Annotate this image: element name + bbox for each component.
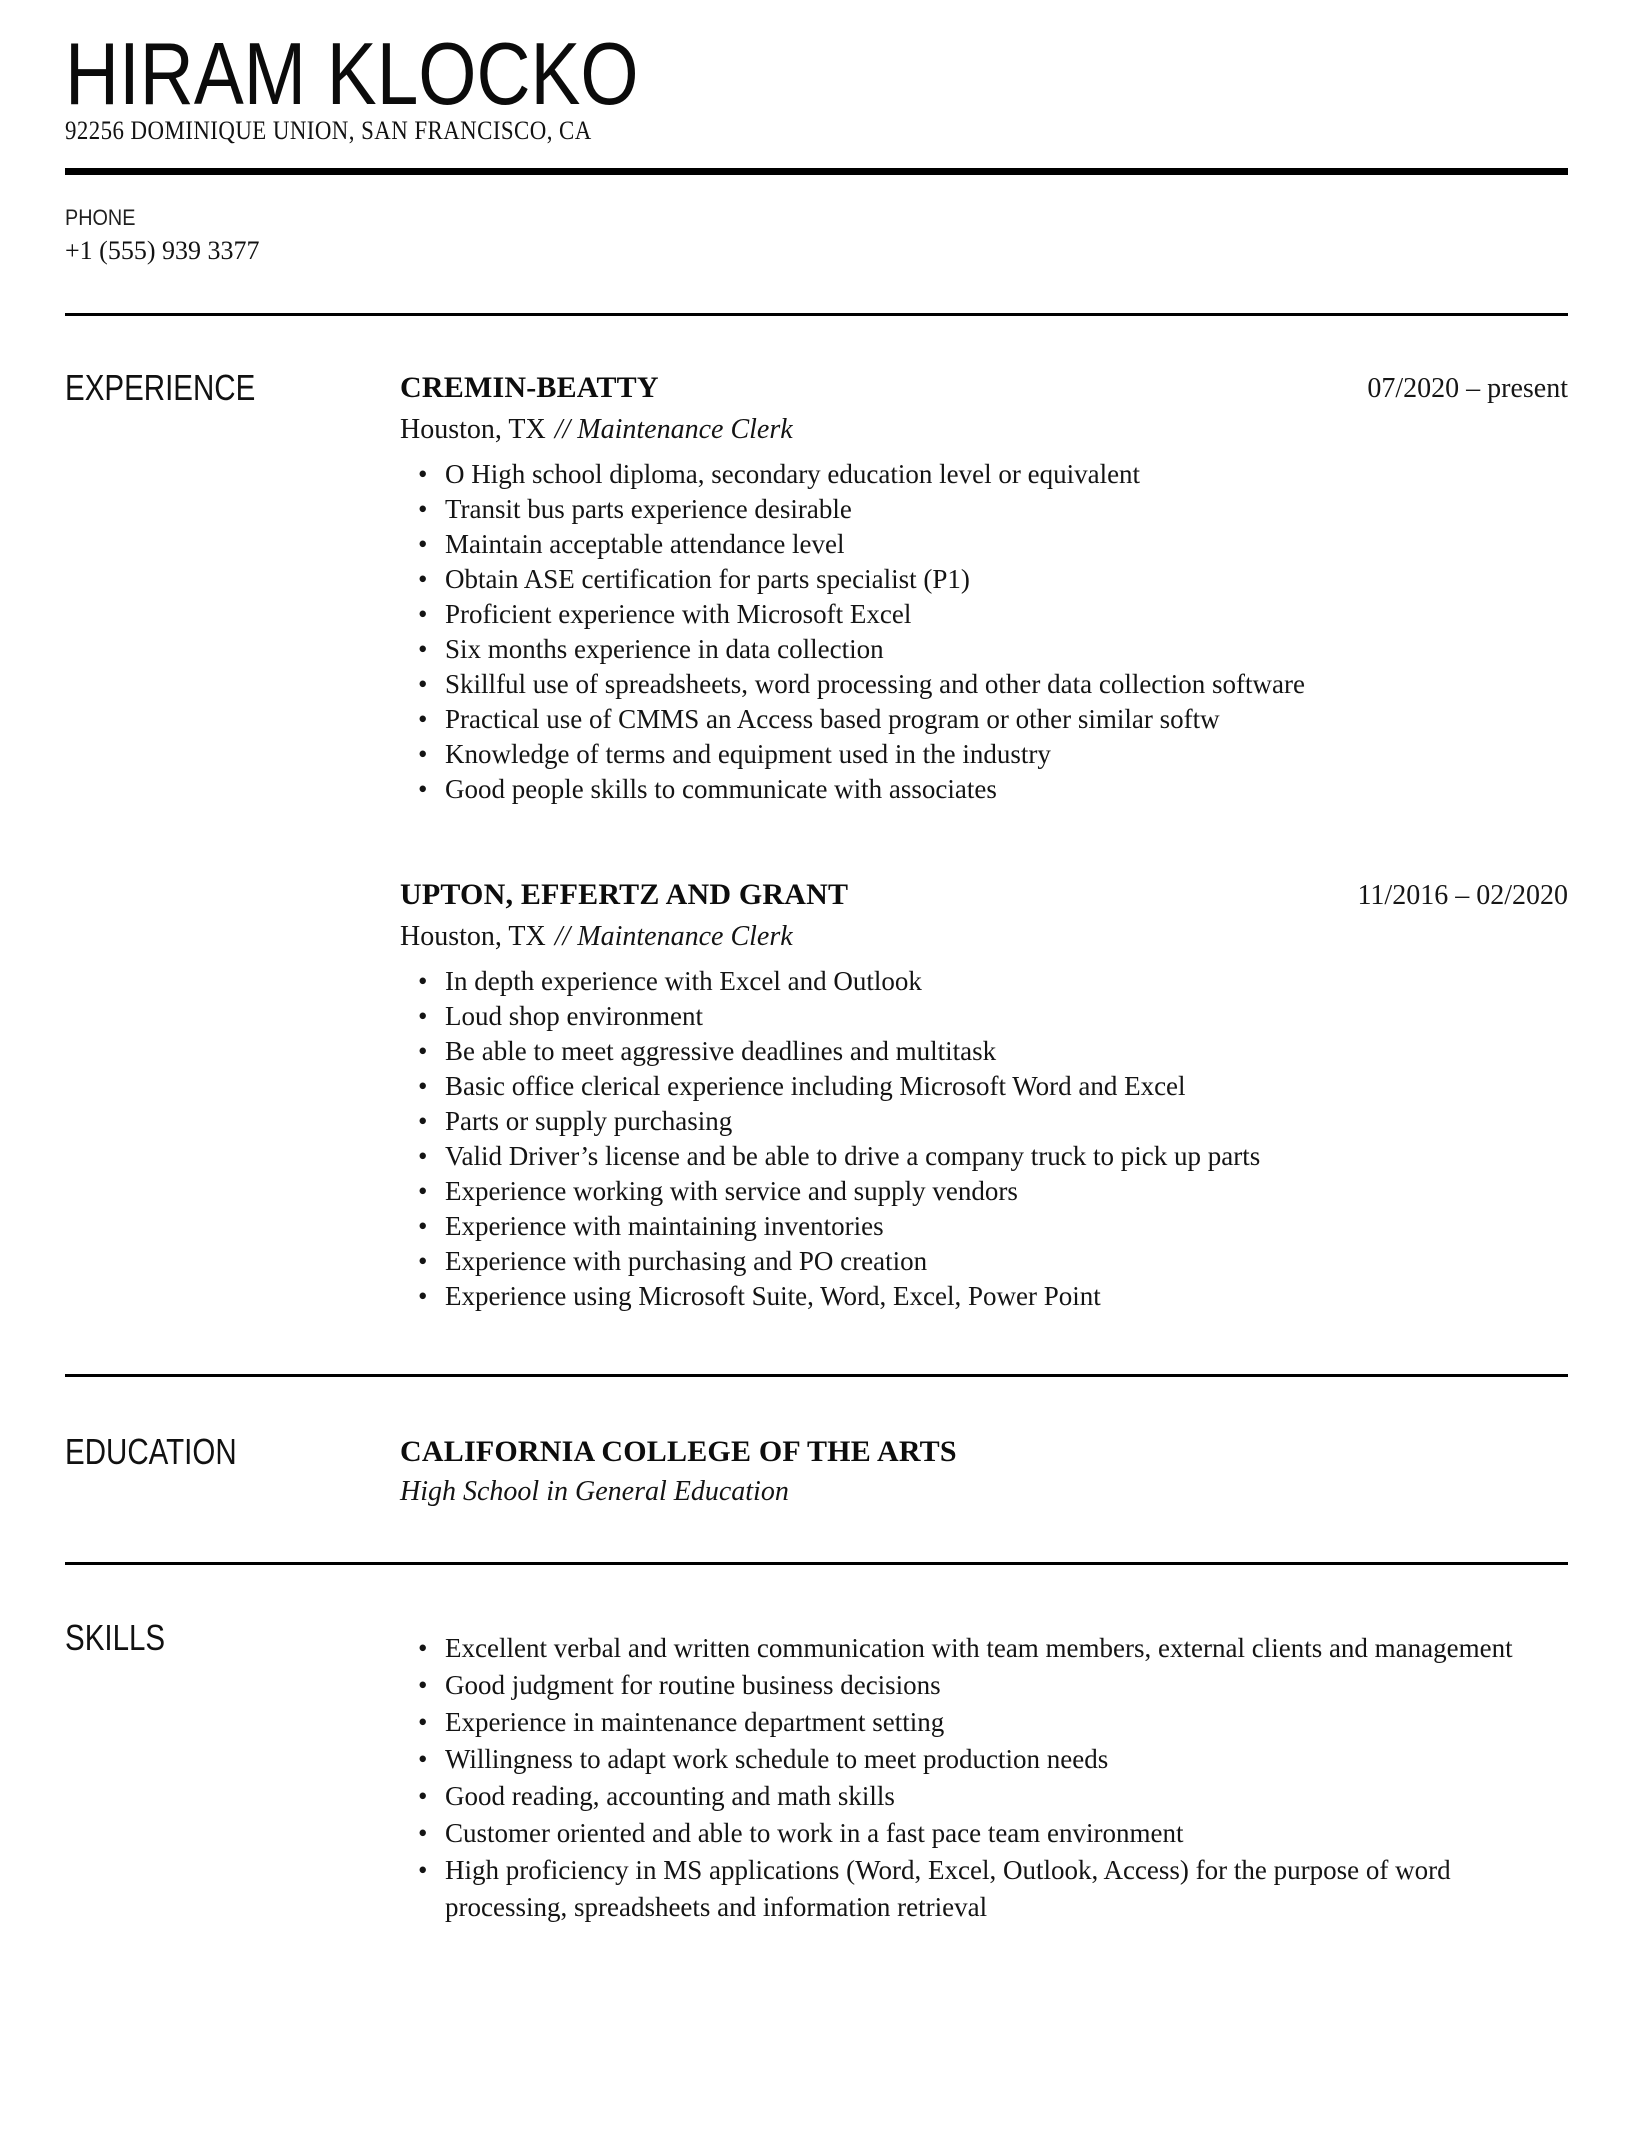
job-bullet: • Experience with maintaining inventories bbox=[418, 1209, 1568, 1244]
header-rule bbox=[65, 168, 1568, 175]
job-subtitle bbox=[400, 413, 1568, 447]
job-header bbox=[400, 877, 1568, 914]
education-label-col bbox=[65, 1431, 400, 1510]
section-label-experience: EXPERIENCE bbox=[65, 367, 256, 408]
skill-bullet: • Customer oriented and able to work in a fast pace team environment bbox=[418, 1815, 1568, 1852]
job-bullet: • Experience with purchasing and PO creation bbox=[418, 1244, 1568, 1279]
experience-label-col bbox=[65, 367, 400, 1314]
skills-content bbox=[400, 1620, 1568, 1926]
job-bullet: • Knowledge of terms and equipment used in the industry bbox=[418, 737, 1568, 772]
job-bullet: • Valid Driver’s license and be able to drive a company truck to pick up parts bbox=[418, 1139, 1568, 1174]
job-bullet: • Be able to meet aggressive deadlines and multitask bbox=[418, 1034, 1568, 1069]
job-bullet: • Experience using Microsoft Suite, Word, Excel, Power Point bbox=[418, 1279, 1568, 1314]
job-bullet: • Maintain acceptable attendance level bbox=[418, 527, 1568, 562]
resume-header bbox=[65, 24, 1568, 146]
education-school: CALIFORNIA COLLEGE OF THE ARTS bbox=[400, 1435, 957, 1468]
job-header bbox=[400, 370, 1568, 407]
skill-bullet: • Experience in maintenance department setting bbox=[418, 1704, 1568, 1741]
job-bullet: • Transit bus parts experience desirable bbox=[418, 492, 1568, 527]
phone-label-row bbox=[65, 205, 1568, 231]
skill-bullet: • Good reading, accounting and math skills bbox=[418, 1778, 1568, 1815]
company-name: UPTON, EFFERTZ AND GRANT bbox=[400, 878, 849, 911]
job-role: // Maintenance Clerk bbox=[554, 414, 793, 445]
job-bullet: • Skillful use of spreadsheets, word processing and other data collection software bbox=[418, 667, 1568, 702]
candidate-address-row bbox=[65, 116, 1568, 146]
skill-bullet: • Willingness to adapt work schedule to meet production needs bbox=[418, 1741, 1568, 1778]
company-name: CREMIN-BEATTY bbox=[400, 371, 659, 404]
job-bullet: • Proficient experience with Microsoft Excel bbox=[418, 597, 1568, 632]
job-entry bbox=[400, 370, 1568, 807]
education-degree: High School in General Education bbox=[400, 1476, 789, 1507]
skills-label-col bbox=[65, 1617, 400, 1926]
job-bullet: • Experience working with service and supply vendors bbox=[418, 1174, 1568, 1209]
job-subtitle bbox=[400, 920, 1568, 954]
job-bullet: • Good people skills to communicate with associates bbox=[418, 772, 1568, 807]
job-bullet: • Practical use of CMMS an Access based program or other similar softw bbox=[418, 702, 1568, 737]
job-location: Houston, TX bbox=[400, 414, 546, 445]
experience-section bbox=[65, 316, 1568, 1314]
candidate-name-row bbox=[65, 24, 1568, 123]
job-bullet: • Parts or supply purchasing bbox=[418, 1104, 1568, 1139]
skills-bullet-list bbox=[418, 1630, 1568, 1926]
candidate-name: HIRAM KLOCKO bbox=[65, 24, 639, 123]
section-label-skills: SKILLS bbox=[65, 1617, 166, 1658]
job-bullet: • In depth experience with Excel and Outlook bbox=[418, 964, 1568, 999]
skill-bullet: • Good judgment for routine business decisions bbox=[418, 1667, 1568, 1704]
job-bullet: • Six months experience in data collection bbox=[418, 632, 1568, 667]
skill-bullet: • Excellent verbal and written communication with team members, external clients and management bbox=[418, 1630, 1568, 1667]
job-bullet: • Obtain ASE certification for parts specialist (P1) bbox=[418, 562, 1568, 597]
phone-value: +1 (555) 939 3377 bbox=[65, 236, 260, 265]
phone-label: PHONE bbox=[65, 205, 136, 230]
job-bullet-list bbox=[418, 457, 1568, 807]
job-location: Houston, TX bbox=[400, 921, 546, 952]
skills-section bbox=[65, 1565, 1568, 1926]
job-dates: 07/2020 – present bbox=[1367, 373, 1568, 404]
education-content bbox=[400, 1434, 1568, 1510]
job-bullet-list bbox=[418, 964, 1568, 1314]
job-bullet: • Basic office clerical experience including Microsoft Word and Excel bbox=[418, 1069, 1568, 1104]
job-bullet: • O High school diploma, secondary education level or equivalent bbox=[418, 457, 1568, 492]
candidate-address: 92256 DOMINIQUE UNION, SAN FRANCISCO, CA bbox=[65, 116, 592, 145]
job-entry bbox=[400, 877, 1568, 1314]
education-section bbox=[65, 1377, 1568, 1510]
section-label-education: EDUCATION bbox=[65, 1431, 237, 1472]
skill-bullet: • High proficiency in MS applications (Word, Excel, Outlook, Access) for the purpose of word processing, spreadsheets and information retrieval bbox=[418, 1852, 1568, 1926]
job-bullet: • Loud shop environment bbox=[418, 999, 1568, 1034]
job-role: // Maintenance Clerk bbox=[554, 921, 793, 952]
resume-page bbox=[0, 24, 1632, 2130]
job-dates: 11/2016 – 02/2020 bbox=[1357, 880, 1568, 911]
experience-content bbox=[400, 370, 1568, 1314]
contact-block bbox=[65, 205, 1568, 267]
